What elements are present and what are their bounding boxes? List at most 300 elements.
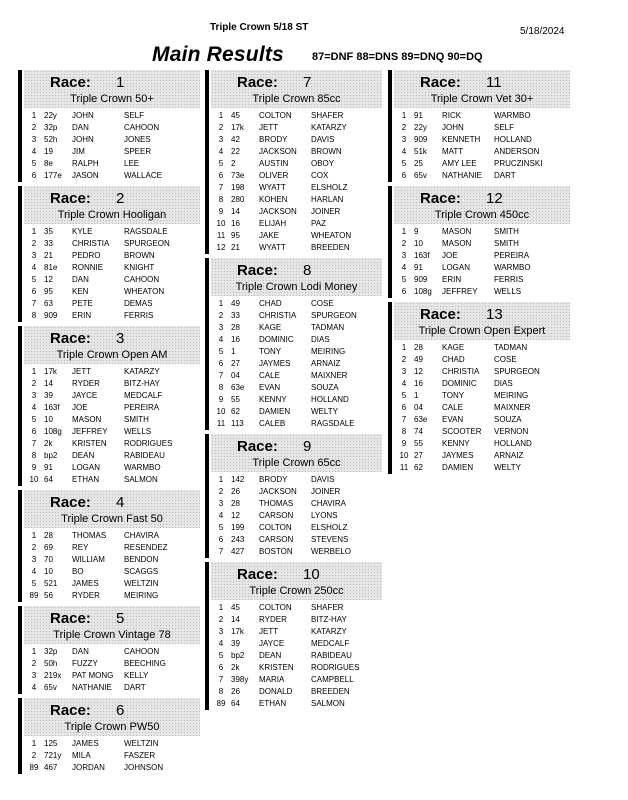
bib-number: 74 xyxy=(414,427,423,436)
first-name: PETE xyxy=(72,299,93,308)
first-name: PEDRO xyxy=(72,251,101,260)
table-row xyxy=(211,510,381,522)
finish-position: 1 xyxy=(218,603,224,612)
race-block xyxy=(205,434,382,558)
finish-position: 6 xyxy=(218,663,224,672)
first-name: CHRISTIA xyxy=(442,367,480,376)
race-side-bar xyxy=(18,490,22,602)
finish-position: 1 xyxy=(218,299,224,308)
finish-position: 3 xyxy=(218,499,224,508)
first-name: ELIJAH xyxy=(259,219,287,228)
table-row xyxy=(394,134,564,146)
bib-number: 04 xyxy=(414,403,423,412)
table-row xyxy=(24,402,194,414)
first-name: EVAN xyxy=(442,415,464,424)
table-row xyxy=(211,310,381,322)
finish-position: 7 xyxy=(31,299,37,308)
first-name: ERIN xyxy=(442,275,462,284)
table-row xyxy=(211,626,381,638)
table-row xyxy=(394,390,564,402)
table-row xyxy=(24,238,194,250)
first-name: LOGAN xyxy=(72,463,101,472)
table-row xyxy=(24,226,194,238)
bib-number: 65v xyxy=(414,171,427,180)
first-name: REY xyxy=(72,543,89,552)
last-name: JOINER xyxy=(311,487,341,496)
finish-position: 89 xyxy=(29,763,39,772)
first-name: CHAD xyxy=(259,299,282,308)
bib-number: 51k xyxy=(414,147,427,156)
bib-number: 32p xyxy=(44,647,58,656)
report-date: 5/18/2024 xyxy=(520,26,565,37)
finish-position: 89 xyxy=(29,591,39,600)
race-label: Race: xyxy=(237,74,278,91)
first-name: WYATT xyxy=(259,183,286,192)
table-row xyxy=(394,426,564,438)
table-row xyxy=(24,158,194,170)
first-name: MARIA xyxy=(259,675,285,684)
last-name: CAHOON xyxy=(124,647,160,656)
bib-number: 142 xyxy=(231,475,245,484)
last-name: WELTZIN xyxy=(124,739,159,748)
finish-position: 7 xyxy=(218,547,224,556)
bib-number: 65v xyxy=(44,683,57,692)
last-name: BENDON xyxy=(124,555,159,564)
table-row xyxy=(211,322,381,334)
main-title: Main Results xyxy=(152,43,284,66)
race-class-name: Triple Crown Vet 30+ xyxy=(430,93,534,105)
last-name: RODRIGUES xyxy=(124,439,173,448)
bib-number: 81e xyxy=(44,263,58,272)
race-side-bar xyxy=(18,606,22,694)
bib-number: 42 xyxy=(231,135,240,144)
last-name: KNIGHT xyxy=(124,263,155,272)
bib-number: 62 xyxy=(414,463,423,472)
bib-number: 14 xyxy=(231,615,240,624)
last-name: CHAVIRA xyxy=(124,531,159,540)
race-number: 9 xyxy=(303,438,312,455)
bib-number: 113 xyxy=(231,419,244,428)
race-side-bar xyxy=(205,258,209,430)
race-side-bar xyxy=(205,562,209,710)
first-name: JACKSON xyxy=(259,207,297,216)
bib-number: 16 xyxy=(231,335,240,344)
last-name: SOUZA xyxy=(311,383,339,392)
bib-number: 10 xyxy=(44,415,53,424)
first-name: JACKSON xyxy=(259,487,297,496)
first-name: KOHEN xyxy=(259,195,288,204)
bib-number: 69 xyxy=(44,543,53,552)
first-name: KYLE xyxy=(72,227,93,236)
last-name: WELTY xyxy=(494,463,521,472)
table-row xyxy=(24,682,194,694)
last-name: PRUCZINSKI xyxy=(494,159,543,168)
finish-position: 2 xyxy=(401,123,407,132)
race-block xyxy=(18,70,200,182)
table-row xyxy=(394,170,564,182)
bib-number: 163f xyxy=(414,251,430,260)
bib-number: 70 xyxy=(44,555,53,564)
finish-position: 8 xyxy=(31,311,37,320)
finish-position: 4 xyxy=(31,403,37,412)
results-table xyxy=(211,110,381,254)
finish-position: 4 xyxy=(218,335,224,344)
first-name: DEAN xyxy=(72,451,95,460)
race-number: 1 xyxy=(116,74,125,91)
last-name: TADMAN xyxy=(311,323,345,332)
bib-number: 198 xyxy=(231,183,245,192)
finish-position: 4 xyxy=(31,683,37,692)
last-name: RAGSDALE xyxy=(311,419,355,428)
table-row xyxy=(24,474,194,486)
first-name: RALPH xyxy=(72,159,99,168)
last-name: SELF xyxy=(494,123,515,132)
bib-number: 33 xyxy=(231,311,240,320)
table-row xyxy=(211,534,381,546)
finish-position: 2 xyxy=(31,239,37,248)
last-name: WERBELO xyxy=(311,547,352,556)
table-row xyxy=(211,614,381,626)
last-name: RESENDEZ xyxy=(124,543,168,552)
finish-position: 8 xyxy=(218,687,224,696)
race-label: Race: xyxy=(237,438,278,455)
first-name: DAN xyxy=(72,123,89,132)
results-table xyxy=(24,738,194,774)
last-name: SPURGEON xyxy=(311,311,357,320)
table-row xyxy=(24,670,194,682)
first-name: CALE xyxy=(259,371,280,380)
table-row xyxy=(24,366,194,378)
last-name: DAVIS xyxy=(311,135,335,144)
table-row xyxy=(211,546,381,558)
first-name: JAYCE xyxy=(72,391,98,400)
last-name: KATARZY xyxy=(311,123,347,132)
table-row xyxy=(24,390,194,402)
bib-number: 909 xyxy=(414,275,428,284)
finish-position: 3 xyxy=(31,251,37,260)
finish-position: 1 xyxy=(31,111,37,120)
last-name: OBOY xyxy=(311,159,335,168)
first-name: MASON xyxy=(442,239,472,248)
status-codes-legend: 87=DNF 88=DNS 89=DNQ 90=DQ xyxy=(312,51,483,63)
finish-position: 2 xyxy=(218,311,224,320)
results-column-2 xyxy=(205,70,382,714)
table-row xyxy=(394,122,564,134)
first-name: BO xyxy=(72,567,84,576)
bib-number: 22y xyxy=(414,123,427,132)
finish-position: 5 xyxy=(401,391,407,400)
finish-position: 1 xyxy=(401,111,407,120)
last-name: MEIRING xyxy=(124,591,159,600)
finish-position: 5 xyxy=(218,347,224,356)
race-header xyxy=(211,258,382,296)
first-name: DONALD xyxy=(259,687,293,696)
finish-position: 1 xyxy=(218,475,224,484)
race-number: 12 xyxy=(486,190,503,207)
bib-number: bp2 xyxy=(231,651,245,660)
bib-number: 177e xyxy=(44,171,62,180)
event-title: Triple Crown 5/18 ST xyxy=(210,22,309,33)
last-name: JOHNSON xyxy=(124,763,164,772)
bib-number: 95 xyxy=(44,287,53,296)
first-name: KRISTEN xyxy=(259,663,294,672)
finish-position: 11 xyxy=(216,231,226,240)
last-name: SMITH xyxy=(124,415,149,424)
table-row xyxy=(211,194,381,206)
bib-number: 909 xyxy=(414,135,428,144)
table-row xyxy=(24,414,194,426)
bib-number: 17k xyxy=(231,627,244,636)
table-row xyxy=(24,274,194,286)
last-name: MEIRING xyxy=(494,391,529,400)
bib-number: 95 xyxy=(231,231,240,240)
finish-position: 5 xyxy=(218,159,224,168)
bib-number: 49 xyxy=(231,299,240,308)
bib-number: 49 xyxy=(414,355,423,364)
race-block xyxy=(205,70,382,254)
finish-position: 3 xyxy=(401,135,407,144)
first-name: TONY xyxy=(442,391,465,400)
first-name: WILLIAM xyxy=(72,555,105,564)
table-row xyxy=(394,378,564,390)
bib-number: 163f xyxy=(44,403,60,412)
finish-position: 5 xyxy=(31,275,37,284)
first-name: NATHANIE xyxy=(72,683,112,692)
first-name: CARSON xyxy=(259,535,294,544)
race-class-name: Triple Crown 450cc xyxy=(434,209,530,221)
table-row xyxy=(24,750,194,762)
race-block xyxy=(388,186,570,298)
table-row xyxy=(211,170,381,182)
first-name: JAYMES xyxy=(442,451,474,460)
last-name: WALLACE xyxy=(124,171,162,180)
bib-number: 91 xyxy=(414,111,423,120)
table-row xyxy=(211,206,381,218)
finish-position: 7 xyxy=(401,415,407,424)
finish-position: 9 xyxy=(218,207,224,216)
last-name: RAGSDALE xyxy=(124,227,168,236)
table-row xyxy=(24,426,194,438)
last-name: BITZ-HAY xyxy=(124,379,160,388)
table-row xyxy=(394,342,564,354)
race-number: 10 xyxy=(303,566,320,583)
finish-position: 4 xyxy=(31,147,37,156)
table-row xyxy=(24,554,194,566)
bib-number: 28 xyxy=(231,323,240,332)
bib-number: 64 xyxy=(44,475,53,484)
last-name: HARLAN xyxy=(311,195,344,204)
bib-number: 52h xyxy=(44,135,58,144)
first-name: CARSON xyxy=(259,511,294,520)
table-row xyxy=(24,590,194,602)
bib-number: 14 xyxy=(231,207,240,216)
first-name: KENNY xyxy=(442,439,470,448)
bib-number: 10 xyxy=(44,567,53,576)
first-name: WYATT xyxy=(259,243,286,252)
bib-number: 9 xyxy=(414,227,419,236)
last-name: KATARZY xyxy=(311,627,347,636)
table-row xyxy=(24,146,194,158)
first-name: COLTON xyxy=(259,603,292,612)
finish-position: 1 xyxy=(31,227,37,236)
finish-position: 12 xyxy=(216,243,226,252)
last-name: WELLS xyxy=(494,287,522,296)
table-row xyxy=(24,438,194,450)
first-name: JOE xyxy=(72,403,88,412)
race-header xyxy=(24,698,200,736)
table-row xyxy=(211,182,381,194)
table-row xyxy=(394,402,564,414)
first-name: LOGAN xyxy=(442,263,471,272)
table-row xyxy=(211,298,381,310)
last-name: DIAS xyxy=(311,335,330,344)
first-name: JIM xyxy=(72,147,85,156)
table-row xyxy=(211,406,381,418)
last-name: HOLLAND xyxy=(311,395,349,404)
finish-position: 7 xyxy=(218,675,224,684)
finish-position: 1 xyxy=(401,343,407,352)
table-row xyxy=(24,542,194,554)
bib-number: 39 xyxy=(44,391,53,400)
race-label: Race: xyxy=(420,306,461,323)
first-name: RYDER xyxy=(259,615,287,624)
table-row xyxy=(211,698,381,710)
bib-number: 467 xyxy=(44,763,58,772)
finish-position: 11 xyxy=(216,419,226,428)
table-row xyxy=(211,662,381,674)
last-name: BREEDEN xyxy=(311,687,350,696)
race-block xyxy=(18,490,200,602)
finish-position: 3 xyxy=(218,323,224,332)
table-row xyxy=(394,366,564,378)
last-name: WELTZIN xyxy=(124,579,159,588)
race-number: 6 xyxy=(116,702,125,719)
first-name: JORDAN xyxy=(72,763,105,772)
bib-number: 35 xyxy=(44,227,53,236)
first-name: NATHANIE xyxy=(442,171,482,180)
race-class-name: Triple Crown 85cc xyxy=(252,93,341,105)
first-name: ETHAN xyxy=(259,699,287,708)
first-name: CALE xyxy=(442,403,463,412)
finish-position: 4 xyxy=(218,639,224,648)
bib-number: 2 xyxy=(231,159,236,168)
first-name: AUSTIN xyxy=(259,159,289,168)
race-number: 13 xyxy=(486,306,503,323)
race-label: Race: xyxy=(50,74,91,91)
first-name: CHRISTIA xyxy=(259,311,297,320)
table-row xyxy=(211,146,381,158)
finish-position: 2 xyxy=(31,123,37,132)
bib-number: 63e xyxy=(231,383,245,392)
last-name: SALMON xyxy=(311,699,345,708)
first-name: OLIVER xyxy=(259,171,289,180)
last-name: WHEATON xyxy=(124,287,165,296)
bib-number: 427 xyxy=(231,547,245,556)
race-block xyxy=(18,326,200,486)
finish-position: 1 xyxy=(31,367,37,376)
first-name: RYDER xyxy=(72,379,100,388)
finish-position: 3 xyxy=(401,367,407,376)
race-number: 3 xyxy=(116,330,125,347)
finish-position: 6 xyxy=(401,171,407,180)
race-label: Race: xyxy=(50,702,91,719)
first-name: DOMINIC xyxy=(442,379,477,388)
race-class-name: Triple Crown Hooligan xyxy=(57,209,167,221)
first-name: ETHAN xyxy=(72,475,100,484)
last-name: KATARZY xyxy=(124,367,160,376)
last-name: DART xyxy=(124,683,146,692)
last-name: FERRIS xyxy=(494,275,524,284)
bib-number: 56 xyxy=(44,591,53,600)
race-side-bar xyxy=(18,186,22,322)
last-name: DAVIS xyxy=(311,475,335,484)
bib-number: 12 xyxy=(44,275,53,284)
finish-position: 3 xyxy=(31,555,37,564)
finish-position: 10 xyxy=(216,407,226,416)
race-header xyxy=(211,562,382,600)
last-name: DART xyxy=(494,171,516,180)
first-name: ERIN xyxy=(72,311,92,320)
bib-number: 14 xyxy=(44,379,53,388)
first-name: MASON xyxy=(442,227,472,236)
table-row xyxy=(394,414,564,426)
table-row xyxy=(211,242,381,254)
bib-number: 28 xyxy=(44,531,53,540)
first-name: KRISTEN xyxy=(72,439,107,448)
table-row xyxy=(24,738,194,750)
bib-number: 2k xyxy=(44,439,53,448)
results-table xyxy=(24,646,194,694)
bib-number: 55 xyxy=(231,395,240,404)
last-name: WARMBO xyxy=(494,111,531,120)
table-row xyxy=(24,450,194,462)
first-name: CALEB xyxy=(259,419,286,428)
bib-number: 91 xyxy=(44,463,53,472)
bib-number: 45 xyxy=(231,603,240,612)
last-name: BREEDEN xyxy=(311,243,350,252)
finish-position: 4 xyxy=(401,379,407,388)
finish-position: 7 xyxy=(218,371,224,380)
last-name: WELTY xyxy=(311,407,338,416)
finish-position: 9 xyxy=(401,439,407,448)
bib-number: 28 xyxy=(414,343,423,352)
bib-number: 27 xyxy=(231,359,240,368)
table-row xyxy=(394,450,564,462)
finish-position: 9 xyxy=(31,463,37,472)
finish-position: 3 xyxy=(401,251,407,260)
race-block xyxy=(18,698,200,774)
bib-number: 199 xyxy=(231,523,245,532)
bib-number: 62 xyxy=(231,407,240,416)
bib-number: 521 xyxy=(44,579,58,588)
bib-number: 108g xyxy=(44,427,62,436)
race-side-bar xyxy=(388,302,392,474)
race-number: 4 xyxy=(116,494,125,511)
first-name: THOMAS xyxy=(259,499,294,508)
results-table xyxy=(24,226,194,322)
last-name: DEMAS xyxy=(124,299,153,308)
finish-position: 6 xyxy=(218,535,224,544)
race-header xyxy=(24,70,200,108)
first-name: DAMIEN xyxy=(442,463,474,472)
race-label: Race: xyxy=(237,566,278,583)
table-row xyxy=(24,286,194,298)
first-name: CHRISTIA xyxy=(72,239,110,248)
last-name: WARMBO xyxy=(124,463,161,472)
race-header xyxy=(24,606,200,644)
bib-number: 50h xyxy=(44,659,58,668)
bib-number: 22y xyxy=(44,111,57,120)
